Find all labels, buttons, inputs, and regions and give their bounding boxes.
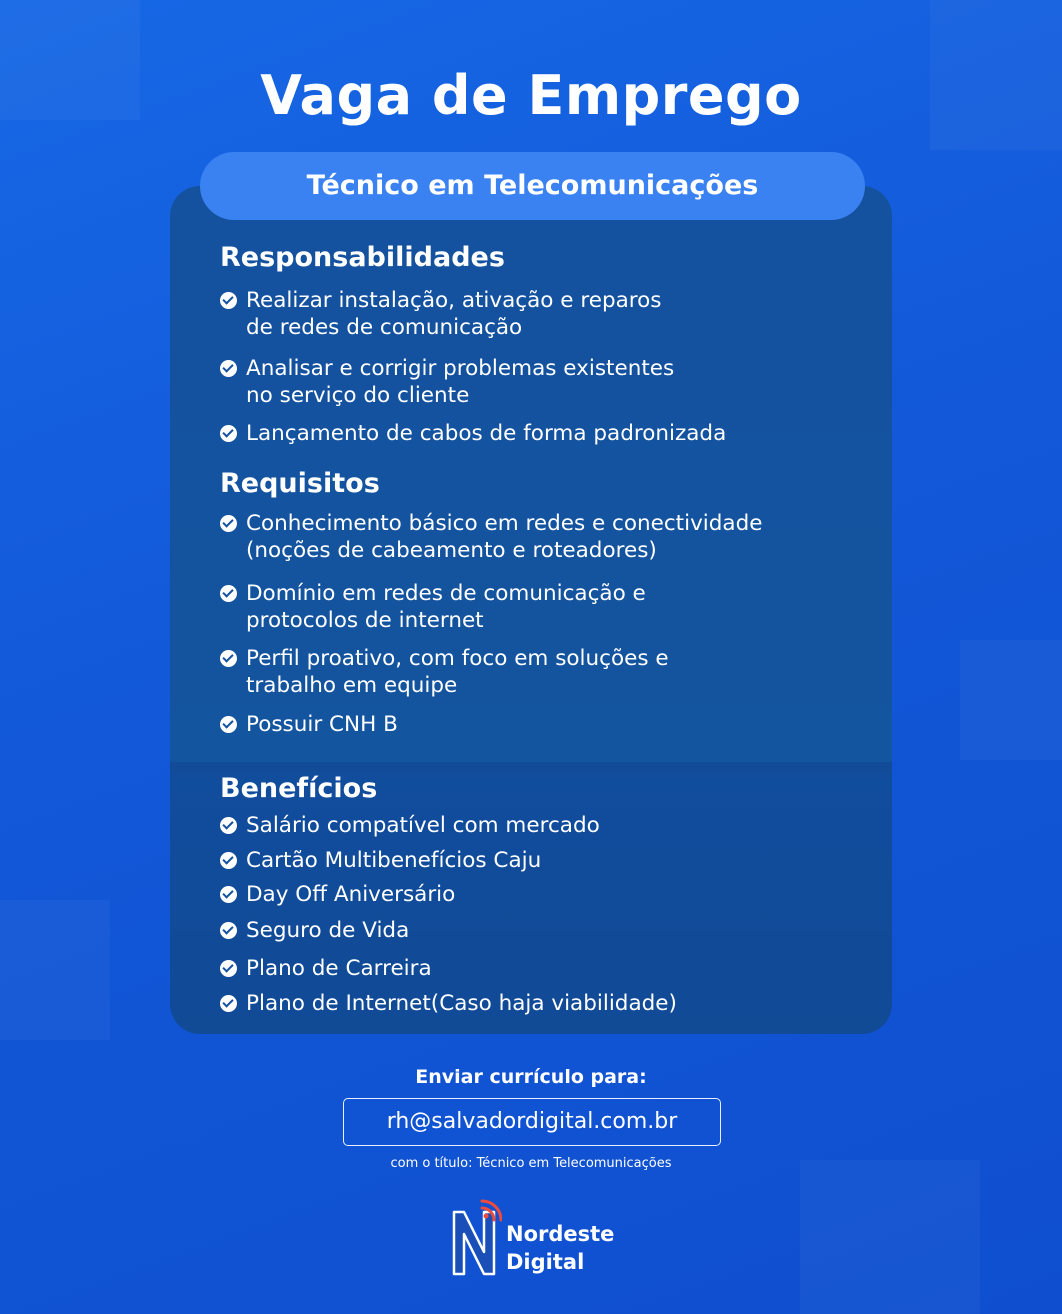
send-resume-label: Enviar currículo para: <box>415 1066 647 1088</box>
benefit-item <box>220 847 860 874</box>
benefit-item <box>220 812 860 839</box>
item-line: Conhecimento básico em redes e conectividade <box>246 511 763 536</box>
check-circle-icon <box>220 585 237 602</box>
item-line: Perfil proativo, com foco em soluções e <box>246 646 669 671</box>
requirement-item <box>220 510 860 564</box>
item-line: Seguro de Vida <box>246 918 410 943</box>
requirement-item <box>220 711 860 738</box>
check-circle-icon <box>220 922 237 939</box>
check-circle-icon <box>220 515 237 532</box>
item-line: trabalho em equipe <box>246 673 458 698</box>
benefit-item <box>220 881 860 908</box>
item-line: Analisar e corrigir problemas existentes <box>246 356 675 381</box>
item-line: no serviço do cliente <box>246 383 470 408</box>
check-circle-icon <box>220 817 237 834</box>
responsibilities-heading: Responsabilidades <box>220 242 505 273</box>
requirements-heading: Requisitos <box>220 468 380 499</box>
item-line: Salário compatível com mercado <box>246 813 600 838</box>
logo-line-2: Digital <box>506 1250 585 1274</box>
page-title: Vaga de Emprego <box>260 64 802 127</box>
item-line: Lançamento de cabos de forma padronizada <box>246 421 727 446</box>
background-tile <box>960 640 1062 760</box>
position-pill: Técnico em Telecomunicações <box>200 152 865 220</box>
requirement-item <box>220 645 860 699</box>
email-subject-note: com o título: Técnico em Telecomunicações <box>390 1156 672 1171</box>
item-line: de redes de comunicação <box>246 315 523 340</box>
company-logo <box>446 1198 626 1282</box>
responsibility-item <box>220 355 860 409</box>
logo-line-1: Nordeste <box>506 1222 615 1246</box>
item-line: Cartão Multibenefícios Caju <box>246 848 542 873</box>
benefit-item <box>220 917 860 944</box>
check-circle-icon <box>220 425 237 442</box>
check-circle-icon <box>220 995 237 1012</box>
responsibility-item <box>220 420 860 447</box>
check-circle-icon <box>220 886 237 903</box>
check-circle-icon <box>220 960 237 977</box>
email-address[interactable]: rh@salvadordigital.com.br <box>343 1098 721 1146</box>
check-circle-icon <box>220 852 237 869</box>
item-line: (noções de cabeamento e roteadores) <box>246 538 657 563</box>
check-circle-icon <box>220 716 237 733</box>
logo-wordmark <box>506 1220 614 1276</box>
check-circle-icon <box>220 650 237 667</box>
item-line: Day Off Aniversário <box>246 882 456 907</box>
background-tile <box>0 900 110 1040</box>
benefit-item <box>220 990 860 1017</box>
benefit-item <box>220 955 860 982</box>
item-line: Plano de Carreira <box>246 956 432 981</box>
item-line: protocolos de internet <box>246 608 484 633</box>
item-line: Domínio em redes de comunicação e <box>246 581 646 606</box>
requirement-item <box>220 580 860 634</box>
item-line: Plano de Internet(Caso haja viabilidade) <box>246 991 677 1016</box>
signal-n-logo-icon <box>446 1198 502 1282</box>
item-line: Realizar instalação, ativação e reparos <box>246 288 662 313</box>
responsibility-item <box>220 287 860 341</box>
check-circle-icon <box>220 360 237 377</box>
item-line: Possuir CNH B <box>246 712 398 737</box>
background-tile <box>800 1160 980 1314</box>
check-circle-icon <box>220 292 237 309</box>
benefits-heading: Benefícios <box>220 773 378 804</box>
